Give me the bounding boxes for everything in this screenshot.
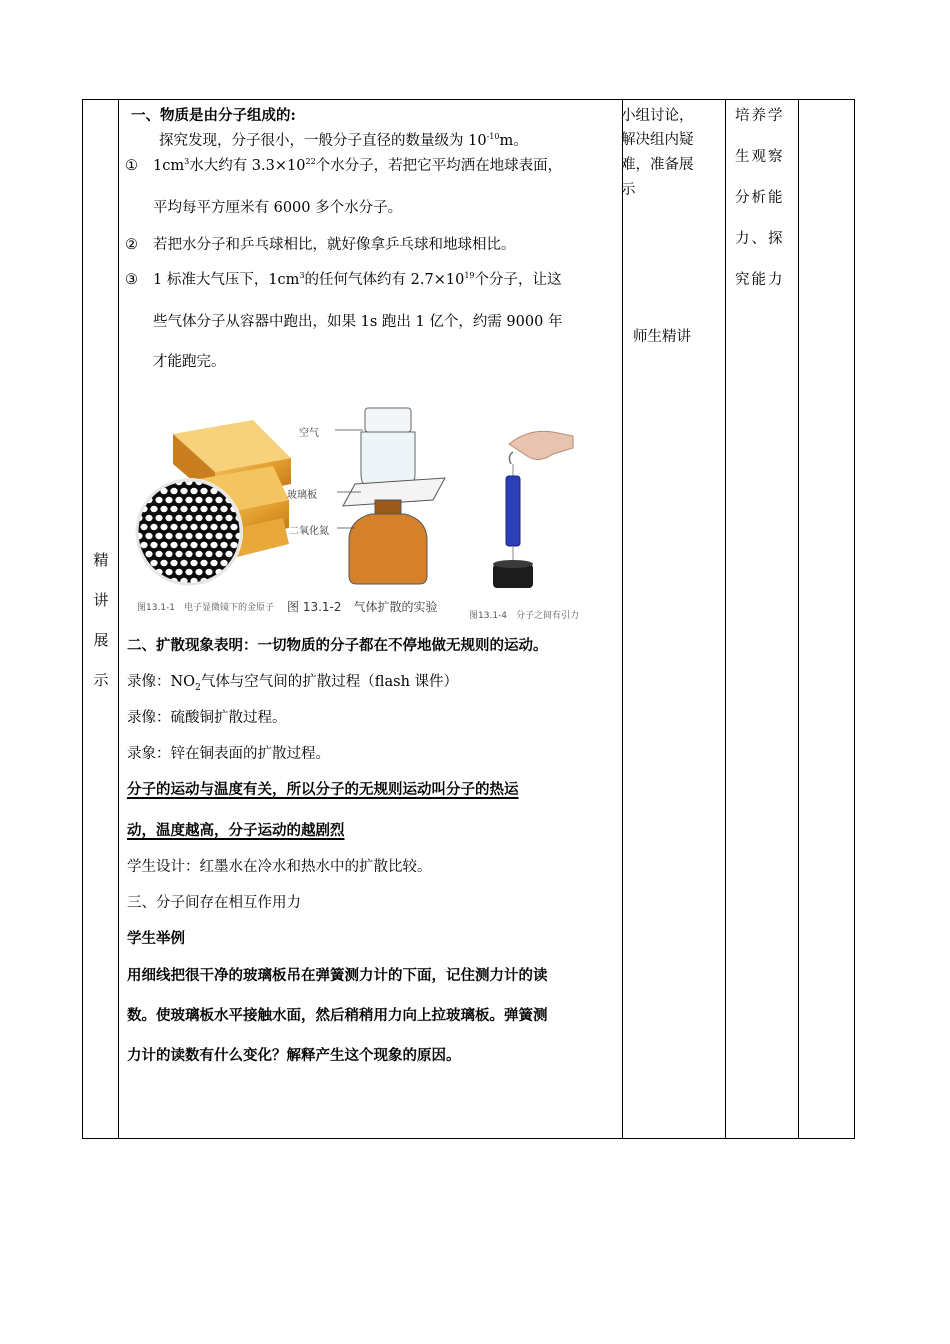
atom-dot: [215, 515, 222, 521]
atom-dot: [210, 524, 217, 530]
student-design: 学生设计：红墨水在冷水和热水中的扩散比较。: [127, 859, 432, 875]
stage-label-char: 讲: [93, 591, 109, 609]
atom-dot: [190, 542, 197, 548]
activity-text: 示: [621, 182, 636, 198]
atom-dot: [175, 515, 182, 521]
atom-dot: [215, 533, 222, 539]
goal-text: 培养学: [735, 108, 785, 124]
activity-text: 解决组内疑: [621, 132, 694, 148]
atom-dot: [180, 560, 187, 566]
atom-dot: [155, 515, 162, 521]
atom-dot: [180, 506, 187, 512]
stage-label-char: 展: [93, 631, 109, 649]
spring-scale-image: [469, 426, 579, 606]
column-divider: [725, 100, 726, 1138]
atom-dot: [205, 533, 212, 539]
atom-dot: [160, 542, 167, 548]
atom-dot: [230, 542, 237, 548]
atom-dot: [170, 542, 177, 548]
atom-dot: [250, 578, 257, 584]
atom-dot: [170, 506, 177, 512]
atom-dot: [165, 551, 172, 557]
atom-dot: [205, 569, 212, 575]
atom-dot: [140, 488, 147, 494]
column-divider: [798, 100, 799, 1138]
video-item: 录像：$NO_2$气体与空气间的扩散过程（flash 课件）: [127, 674, 459, 693]
figure-caption: 图 13.1-2 气体扩散的实验: [287, 600, 438, 614]
atom-dot: [140, 578, 147, 584]
atom-dot: [155, 479, 162, 485]
atom-dot: [160, 560, 167, 566]
atom-dot: [215, 551, 222, 557]
item-2: ② 若把水分子和乒乓球相比，就好像拿乒乓球和地球相比。: [125, 237, 516, 253]
atom-dot: [150, 542, 157, 548]
section1-intro: 探究发现，分子很小，一般分子直径的数量级为 $10^{-10}m$。: [159, 132, 528, 149]
atom-dot: [205, 497, 212, 503]
atom-dot: [135, 479, 142, 485]
figure-caption: 图13.1-1 电子显微镜下的金原子: [137, 603, 275, 613]
item-1-continued: 平均每平方厘米有 6000 多个水分子。: [153, 200, 403, 216]
atom-dot: [145, 479, 152, 485]
goal-text: 究能力: [735, 272, 785, 288]
atom-dot: [180, 524, 187, 530]
atom-dot: [150, 578, 157, 584]
atom-dot: [180, 542, 187, 548]
atom-dot: [140, 524, 147, 530]
atom-dot: [170, 560, 177, 566]
item-3: ③ 1 标准大气压下，$1cm^3$的任何气体约有 $2.7\times 10^{19}$个分子，让这: [125, 271, 562, 288]
atom-dot: [155, 533, 162, 539]
video-item: 录象：锌在铜表面的扩散过程。: [127, 746, 330, 762]
atom-dot: [200, 560, 207, 566]
activity-text: 小组讨论，: [621, 108, 694, 124]
item-3-continued: 才能跑完。: [153, 354, 226, 370]
activity-text: 难，准备展: [621, 157, 694, 173]
section2-heading: 二、扩散现象表明：一切物质的分子都在不停地做无规则的运动。: [127, 637, 548, 654]
atom-dot: [145, 515, 152, 521]
atom-dot: [210, 542, 217, 548]
atom-dot: [190, 524, 197, 530]
atom-dot: [175, 551, 182, 557]
atom-dot: [195, 569, 202, 575]
column-divider: [622, 100, 623, 1138]
atom-dot: [210, 506, 217, 512]
activity-text: 师生精讲: [633, 329, 691, 345]
stage-label-char: 精: [93, 551, 109, 569]
section3-heading: 三、分子间存在相互作用力: [127, 895, 301, 911]
label-glass-plate: 玻璃板: [287, 490, 317, 501]
atom-dot: [165, 569, 172, 575]
stage-label-char: 示: [93, 671, 109, 689]
atom-dot: [220, 524, 227, 530]
gas-diffusion-image: [295, 400, 475, 600]
atom-dot: [225, 515, 232, 521]
conclusion-text: 动，温度越高，分子运动的越剧烈: [127, 822, 345, 839]
atom-dot: [190, 488, 197, 494]
atom-dot: [175, 533, 182, 539]
atom-dot: [155, 497, 162, 503]
atom-dot: [140, 542, 147, 548]
atom-dot: [230, 578, 237, 584]
video-item: 录像：硫酸铜扩散过程。: [127, 710, 287, 726]
atom-dot: [185, 569, 192, 575]
atom-dot: [145, 533, 152, 539]
atom-dot: [205, 551, 212, 557]
atom-dot: [185, 533, 192, 539]
atom-dot: [150, 524, 157, 530]
atom-dot: [225, 551, 232, 557]
atom-dot: [235, 569, 242, 575]
label-no2: 二氧化氮: [289, 526, 329, 537]
gold-atom-figure: [133, 420, 293, 620]
atom-dot: [135, 497, 142, 503]
atom-dot: [175, 569, 182, 575]
atom-dot: [190, 560, 197, 566]
atom-dot: [230, 524, 237, 530]
atom-dot: [160, 524, 167, 530]
atom-dot: [220, 506, 227, 512]
atom-dot: [190, 506, 197, 512]
section1-heading: 一、物质是由分子组成的:: [131, 107, 296, 124]
atom-dot: [195, 515, 202, 521]
atom-dot: [240, 578, 247, 584]
atom-dot: [165, 497, 172, 503]
atom-dot: [145, 551, 152, 557]
atom-dot: [195, 551, 202, 557]
gas-diffusion-figure: [287, 400, 475, 620]
atom-dot: [200, 506, 207, 512]
stage-label: [91, 540, 111, 700]
conclusion-text: 分子的运动与温度有关，所以分子的无规则运动叫分子的热运: [127, 781, 519, 798]
atom-dot: [205, 515, 212, 521]
atom-dot: [210, 560, 217, 566]
atom-dot: [160, 506, 167, 512]
atom-dot: [215, 497, 222, 503]
atom-dot: [195, 533, 202, 539]
lesson-table: [82, 99, 855, 1139]
atom-dot: [185, 551, 192, 557]
stage-label-cell: [83, 100, 119, 1138]
label-air: 空气: [299, 428, 319, 439]
goal-text: 力、探: [735, 231, 785, 247]
atom-dot: [245, 569, 252, 575]
atom-dot: [165, 515, 172, 521]
atom-dot: [135, 569, 142, 575]
atom-dot: [220, 578, 227, 584]
experiment-text: 力计的读数有什么变化？解释产生这个现象的原因。: [127, 1047, 461, 1064]
atom-dot: [220, 542, 227, 548]
intermolecular-force-figure: [469, 426, 579, 626]
atom-dot: [195, 497, 202, 503]
goal-text: 生观察: [735, 149, 785, 165]
figure-caption: 图13.1-4 分子之间有引力: [469, 611, 580, 621]
atom-dot: [175, 497, 182, 503]
atom-dot: [170, 488, 177, 494]
goal-text: 分析能: [735, 190, 785, 206]
atom-dot: [150, 560, 157, 566]
item-3-continued: 些气体分子从容器中跑出，如果 1s 跑出 1 亿个，约需 9000 年: [153, 314, 563, 330]
experiment-text: 数。使玻璃板水平接触水面，然后稍稍用力向上拉玻璃板。弹簧测: [127, 1007, 548, 1024]
atom-dot: [155, 551, 162, 557]
example-title: 学生举例: [127, 930, 185, 947]
atom-dot: [180, 488, 187, 494]
atom-dot: [240, 560, 247, 566]
atom-dot: [200, 488, 207, 494]
atom-dot: [220, 560, 227, 566]
atom-dot: [200, 542, 207, 548]
atom-dot: [150, 506, 157, 512]
gold-atom-image: [133, 420, 293, 600]
atom-dot: [200, 524, 207, 530]
atom-dot: [250, 560, 257, 566]
experiment-text: 用细线把很干净的玻璃板吊在弹簧测力计的下面，记住测力计的读: [127, 967, 548, 984]
atom-dot: [185, 497, 192, 503]
item-1: ① $1cm^3$水大约有 $3.3\times 10^{22}$个水分子，若把它平均洒在地球表面，: [125, 157, 563, 174]
atom-dot: [225, 533, 232, 539]
atom-dot: [165, 533, 172, 539]
atom-dot: [185, 515, 192, 521]
atom-dot: [170, 524, 177, 530]
